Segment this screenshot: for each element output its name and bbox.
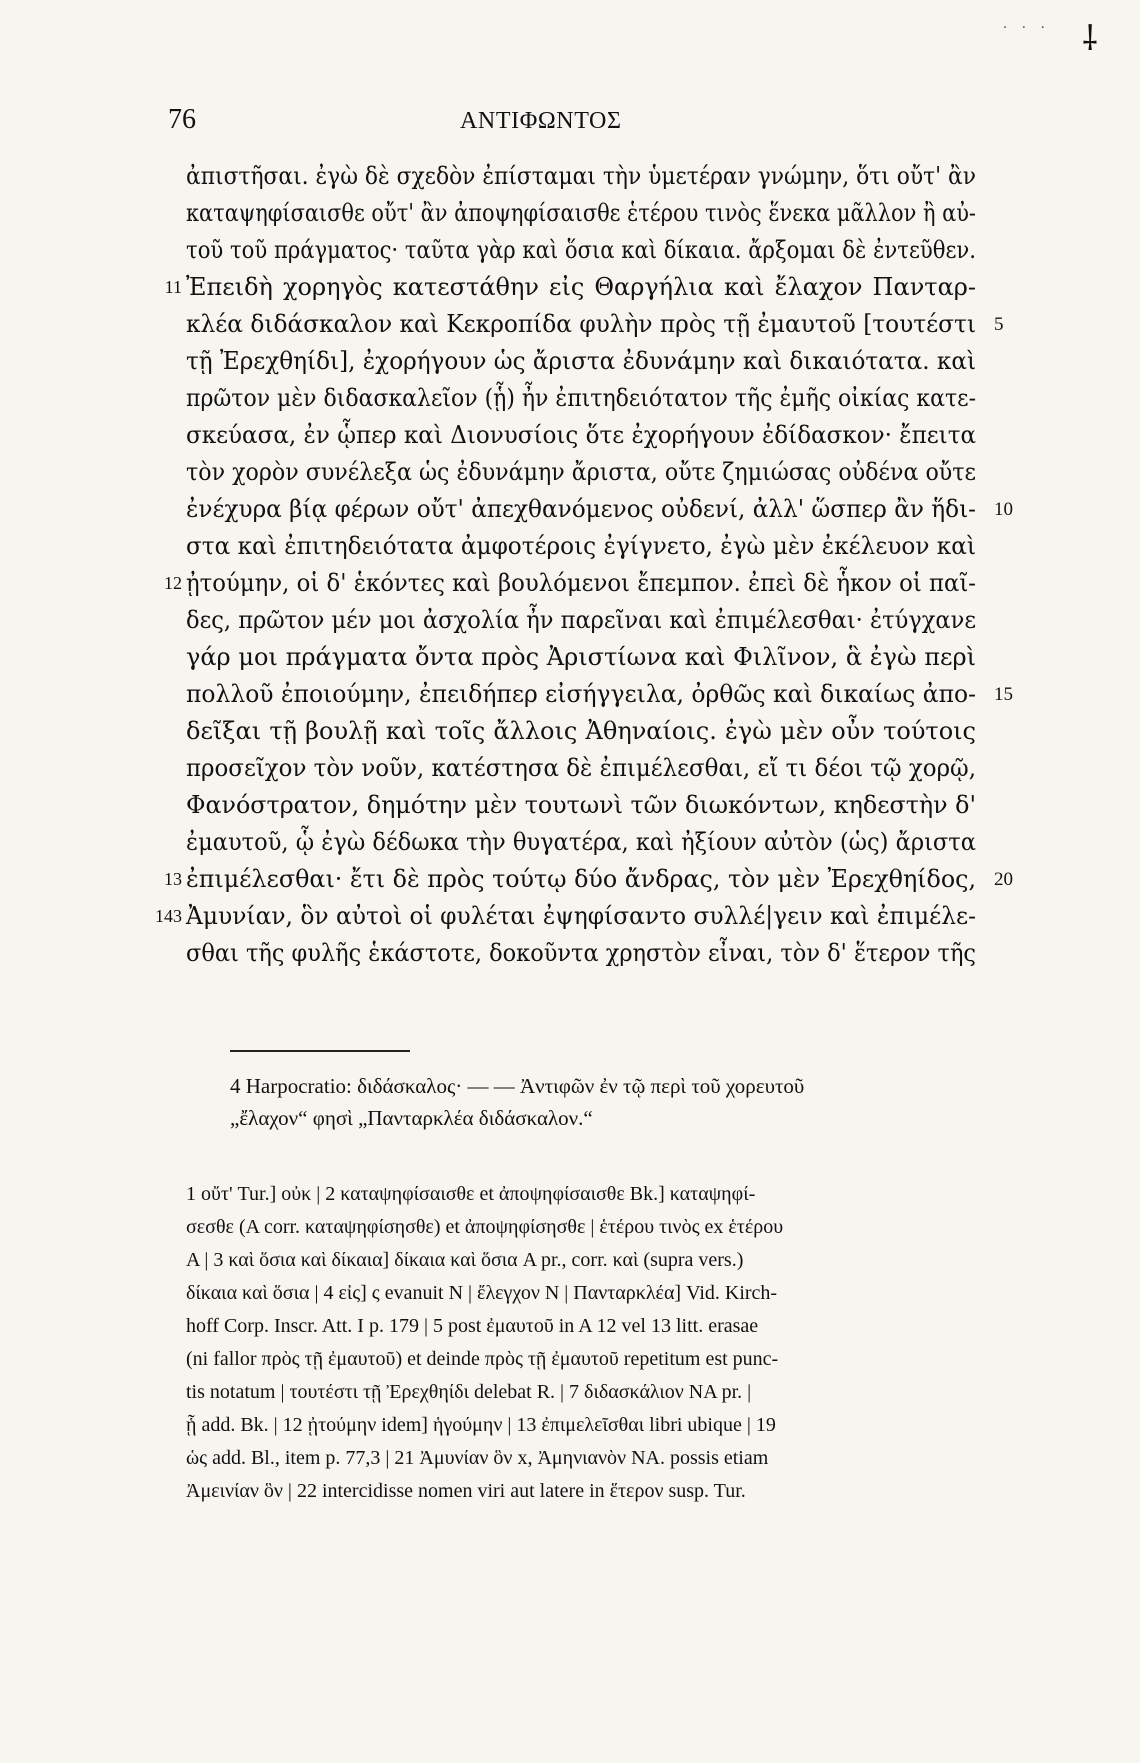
line-text: σθαι τῆς φυλῆς ἑκάστοτε, δοκοῦντα χρηστὸν εἶναι, τὸν δ' ἕτερον τῆς [186,939,976,967]
text-line [164,565,986,602]
section-marker: 143 [155,906,182,926]
scan-speckle: · · · [1002,20,1050,36]
text-line [186,602,986,639]
running-title: ΑΝΤΙΦΩΝΤΟΣ [460,108,622,134]
line-text: ᾐτούμην, οἱ δ' ἑκόντες καὶ βουλόμενοι ἔπεμπον. ἐπεὶ δὲ ἧκον οἱ παῖ- [186,569,976,597]
line-text: καταψηφίσαισθε οὔτ' ἂν ἀποψηφίσαισθε ἑτέρου τινὸς ἕνεκα μᾶλλον ἢ αὐ- [186,199,976,227]
text-line [186,935,986,972]
corner-mark-icon: ⸸ [1082,19,1098,59]
footnote-divider [230,1050,410,1052]
text-line [186,750,986,787]
text-line [186,824,986,861]
text-line [186,787,986,824]
line-number: 15 [994,684,1013,705]
apparatus-line: σεσθε (A corr. καταψηφίσησθε) et ἀποψηφίσησθε | ἑτέρου τινὸς ex ἑτέρου [186,1216,784,1238]
line-number: 5 [994,314,1004,335]
line-text: ἐμαυτοῦ, ᾧ ἐγὼ δέδωκα τὴν θυγατέρα, καὶ ἠξίουν αὐτὸν (ὡς) ἄριστα [186,828,976,856]
line-text: ἀπιστῆσαι. ἐγὼ δὲ σχεδὸν ἐπίσταμαι τὴν ὑμετέραν γνώμην, ὅτι οὔτ' ἂν [186,162,976,190]
apparatus-line: (ni fallor πρὸς τῇ ἐμαυτοῦ) et deinde πρὸς τῇ ἐμαυτοῦ repetitum est punc- [186,1348,779,1370]
page-number: 76 [168,104,196,135]
line-text: γάρ μοι πράγματα ὄντα πρὸς Ἀριστίωνα καὶ Φιλῖνον, ἃ ἐγὼ περὶ [186,643,976,671]
section-marker: 13 [164,869,182,889]
line-text: σκεύασα, ἐν ᾧπερ καὶ Διονυσίοις ὅτε ἐχορήγουν ἐδίδασκον· ἔπειτα [186,421,976,449]
line-number: 10 [994,499,1013,520]
text-line [186,306,1004,343]
text-line [155,898,986,935]
line-text: τῇ Ἐρεχθηίδι], ἐχορήγουν ὡς ἄριστα ἐδυνάμην καὶ δικαιότατα. καὶ [186,347,976,375]
text-line [186,676,1013,713]
line-text: ἐνέχυρα βίᾳ φέρων οὔτ' ἀπεχθανόμενος οὐδενί, ἀλλ' ὥσπερ ἂν ἥδι- [186,495,976,523]
text-line [164,269,986,306]
apparatus-line: hoff Corp. Inscr. Att. I p. 179 | 5 post ἐμαυτοῦ in A 12 vel 13 litt. erasae [186,1315,759,1337]
page-header [168,104,968,144]
text-line [186,417,986,454]
line-text: πρῶτον μὲν διδασκαλεῖον (ᾗ) ἦν ἐπιτηδειότατον τῆς ἐμῆς οἰκίας κατε- [186,384,976,412]
line-text: κλέα διδάσκαλον καὶ Κεκροπίδα φυλὴν πρὸς τῇ ἐμαυτοῦ [τουτέστι [186,310,976,338]
text-line [186,343,986,380]
text-line [186,491,1013,528]
apparatus-line: A | 3 καὶ ὅσια καὶ δίκαια] δίκαια καὶ ὅσια A pr., corr. καὶ (supra vers.) [186,1249,744,1271]
section-marker: 12 [164,573,182,593]
line-text: δεῖξαι τῇ βουλῇ καὶ τοῖς ἄλλοις Ἀθηναίοις. ἐγὼ μὲν οὖν τούτοις [186,717,976,745]
line-text: τὸν χορὸν συνέλεξα ὡς ἐδυνάμην ἄριστα, οὔτε ζημιώσας οὐδένα οὔτε [186,458,976,486]
line-text: στα καὶ ἐπιτηδειότατα ἀμφοτέροις ἐγίγνετο, ἐγὼ μὲν ἐκέλευον καὶ [186,532,976,560]
text-line [186,454,986,491]
apparatus-line: Ἀμεινίαν ὃν | 22 intercidisse nomen viri aut latere in ἕτερον susp. Tur. [186,1480,746,1502]
testimonia-line: „ἔλαχον“ φησὶ „Πανταρκλέα διδάσκαλον.“ [230,1106,593,1130]
line-text: δες, πρῶτον μέν μοι ἀσχολία ἦν παρεῖναι καὶ ἐπιμέλεσθαι· ἐτύγχανε [186,606,976,634]
text-line [186,639,986,676]
line-text: Φανόστρατον, δημότην μὲν τουτωνὶ τῶν διωκόντων, κηδεστὴν δ' [186,791,976,819]
line-text: τοῦ τοῦ πράγματος· ταῦτα γὰρ καὶ ὅσια καὶ δίκαια. ἄρξομαι δὲ ἐντεῦθεν. [186,236,976,264]
testimonia-line: 4 Harpocratio: διδάσκαλος· — — Ἀντιφῶν ἐν τῷ περὶ τοῦ χορευτοῦ [230,1074,805,1098]
line-text: προσεῖχον τὸν νοῦν, κατέστησα δὲ ἐπιμέλεσθαι, εἴ τι δέοι τῷ χορῷ, [186,754,976,782]
text-line [186,158,986,195]
text-line [186,528,986,565]
text-line [186,232,986,269]
main-text [155,158,1013,972]
line-text: πολλοῦ ἐποιούμην, ἐπειδήπερ εἰσήγγειλα, ὀρθῶς καὶ δικαίως ἀπο- [186,680,976,708]
critical-apparatus [186,1178,986,1508]
text-line [164,861,1013,898]
apparatus-line: ᾗ add. Bk. | 12 ᾐτούμην idem] ἡγούμην | 13 ἐπιμελεῖσθαι libri ubique | 19 [186,1414,776,1436]
text-line [186,713,986,750]
apparatus-line: ὡς add. Bl., item p. 77,3 | 21 Ἀμυνίαν ὃν x, Ἀμηνιανὸν NA. possis etiam [186,1447,769,1469]
text-line [186,380,986,417]
text-line [186,195,986,232]
section-marker: 11 [164,277,182,297]
line-text: ἐπιμέλεσθαι· ἔτι δὲ πρὸς τούτῳ δύο ἄνδρας, τὸν μὲν Ἐρεχθηίδος, [186,865,976,893]
apparatus-line: 1 οὔτ' Tur.] οὐκ | 2 καταψηφίσαισθε et ἀποψηφίσαισθε Bk.] καταψηφί- [186,1183,756,1205]
line-text: Ἀμυνίαν, ὃν αὐτοὶ οἱ φυλέται ἐψηφίσαντο συλλέ|γειν καὶ ἐπιμέλε- [186,902,976,930]
line-number: 20 [994,869,1013,890]
apparatus-line: tis notatum | τουτέστι τῇ Ἐρεχθηίδι delebat R. | 7 διδασκάλιον NA pr. | [186,1381,752,1403]
apparatus-line: δίκαια καὶ ὅσια | 4 εἰς] ς evanuit N | ἔλεγχον N | Πανταρκλέα] Vid. Kirch- [186,1282,778,1304]
testimonia [230,1070,990,1134]
line-text: Ἐπειδὴ χορηγὸς κατεστάθην εἰς Θαργήλια καὶ ἔλαχον Πανταρ- [186,273,976,301]
